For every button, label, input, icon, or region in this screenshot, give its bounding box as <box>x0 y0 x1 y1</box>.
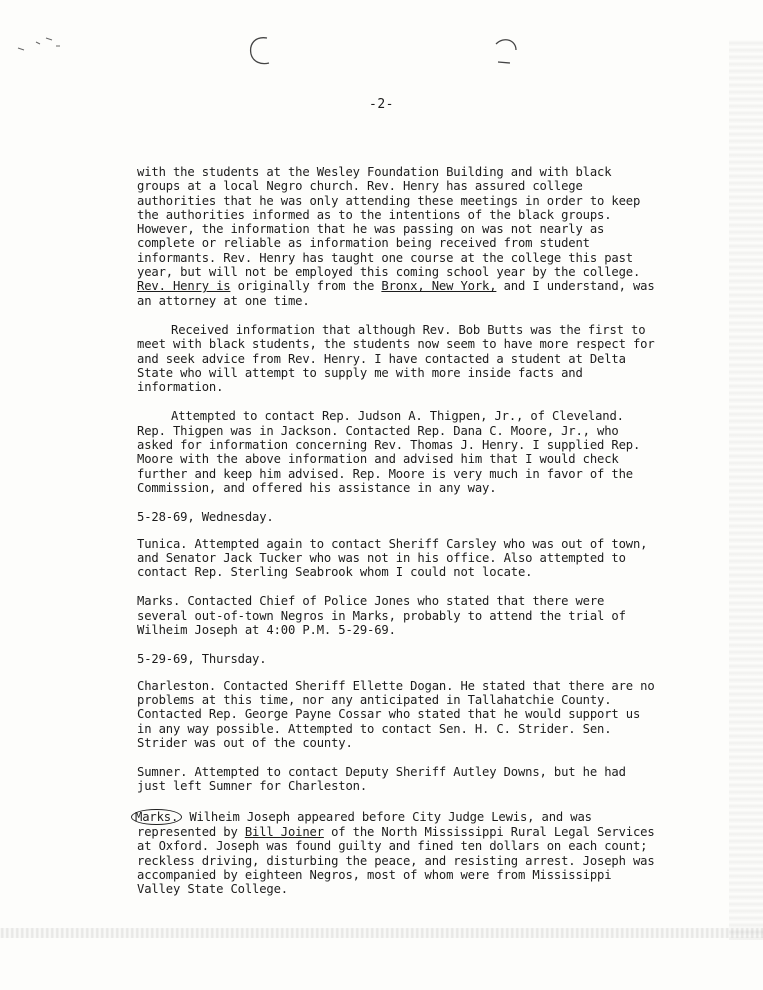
paragraph-marks-police: Marks. Contacted Chief of Police Jones who stated that there were several out-of-town Negros in Marks, probably to attend the trial of Wilheim Joseph at 4:00 P.M. 5-29-69. <box>137 594 626 638</box>
paragraph-butts: Received information that although Rev. Bob Butts was the first to meet with black students, the students now seem to have more respect for and seek advice from Rev. Henry. I have contacted a student at Delta State who will attempt to supply me with more inside facts and information. <box>137 322 655 395</box>
date-heading-wednesday: 5-28-69, Wednesday. <box>137 510 274 525</box>
date-heading-thursday: 5-29-69, Thursday. <box>137 652 267 667</box>
scan-edge-shadow <box>729 40 763 940</box>
document-body <box>137 165 657 911</box>
paragraph-charleston: Charleston. Contacted Sheriff Ellette Dogan. He stated that there are no problems at this time, nor any anticipated in Tallahatchie County. Contacted Rep. George Payne Cossar who stated that he would support us in any way possible. Attempted to contact Sen. H. C. Strider. Sen. Strider was out of the county. <box>137 678 655 750</box>
punch-hole-right <box>490 34 520 68</box>
paragraph-marks-trial: Marks. Wilheim Joseph appeared before City Judge Lewis, and was represented by Bill Joiner of the North Mississippi Rural Legal Services at Oxford. Joseph was found guilty and fined ten dollars on each count; reckless driving, disturbing the peace, and resisting arrest. Joseph was accompanied by eighteen Negros, most of whom were from Mississippi Valley State College. <box>137 809 657 897</box>
corner-specks <box>16 34 66 54</box>
page-number: -2- <box>369 97 394 112</box>
circled-place-name: Marks. <box>131 809 182 825</box>
paragraph-tunica: Tunica. Attempted again to contact Sheriff Carsley who was out of town, and Senator Jack Tucker who was not in his office. Also attempted to contact Rep. Sterling Seabrook whom I could not locate. <box>137 536 648 580</box>
scan-bottom-shadow <box>0 928 763 938</box>
paragraph-thigpen: Attempted to contact Rep. Judson A. Thigpen, Jr., of Cleveland. Rep. Thigpen was in Jackson. Contacted Rep. Dana C. Moore, Jr., who asked for information concerning Rev. Thomas J. Henry. I supplied Rep. Moore with the above information and advised him that I would check further and keep him advised. Rep. Moore is very much in favor of the Commission, and offered his assistance in any way. <box>137 409 641 495</box>
punch-hole-left <box>245 34 275 68</box>
paragraph-sumner: Sumner. Attempted to contact Deputy Sheriff Autley Downs, but he had just left Sumner for Charleston. <box>137 765 626 794</box>
paragraph-henry: with the students at the Wesley Foundation Building and with black groups at a local Negro church. Rev. Henry has assured college authorities that he was only attending these meetings in order to keep the authorities informed as to the intentions of the black groups. However, the information that he was passing on was not nearly as complete or reliable as information being received from student informants. Rev. Henry has taught one course at the college this past year, but will not be employed this coming school year by the college. Rev. Henry is originally from the Bronx, New York, and I understand, was an attorney at one time. <box>137 165 655 308</box>
